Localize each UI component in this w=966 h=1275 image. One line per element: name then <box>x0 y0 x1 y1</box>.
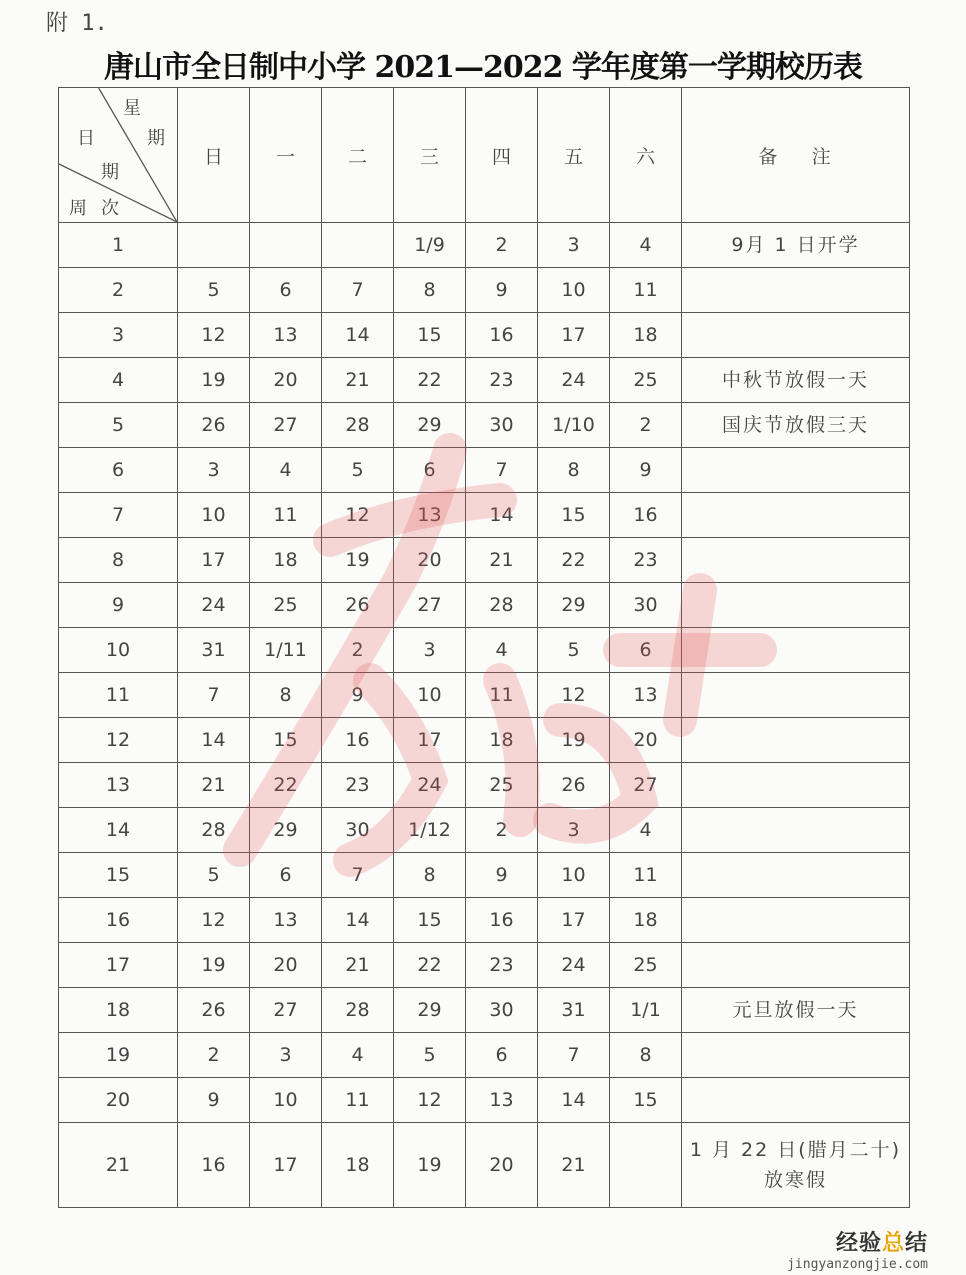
day-cell: 18 <box>322 1123 394 1208</box>
note-cell <box>682 583 910 628</box>
week-number: 4 <box>59 358 178 403</box>
table-row <box>59 718 910 763</box>
day-cell: 2 <box>322 628 394 673</box>
day-cell: 22 <box>394 943 466 988</box>
day-cell: 13 <box>250 313 322 358</box>
note-cell <box>682 268 910 313</box>
site-logo <box>787 1226 928 1272</box>
corner-label-qi-right: 期 <box>147 128 165 149</box>
table-row <box>59 628 910 673</box>
table-row <box>59 223 910 268</box>
day-cell: 18 <box>250 538 322 583</box>
day-cell: 7 <box>322 853 394 898</box>
day-cell: 10 <box>538 853 610 898</box>
day-cell: 23 <box>322 763 394 808</box>
day-cell: 24 <box>538 358 610 403</box>
day-cell: 25 <box>610 943 682 988</box>
site-logo-name: 经验总结 <box>835 1231 928 1256</box>
day-cell: 12 <box>538 673 610 718</box>
day-cell: 29 <box>394 988 466 1033</box>
day-cell: 25 <box>466 763 538 808</box>
day-cell: 11 <box>610 853 682 898</box>
day-cell: 20 <box>610 718 682 763</box>
week-number: 5 <box>59 403 178 448</box>
day-cell: 4 <box>322 1033 394 1078</box>
week-number: 17 <box>59 943 178 988</box>
day-cell: 10 <box>538 268 610 313</box>
corner-label-ri: 日 <box>77 128 95 149</box>
day-cell: 12 <box>394 1078 466 1123</box>
table-row <box>59 583 910 628</box>
day-cell: 26 <box>322 583 394 628</box>
day-cell: 14 <box>322 898 394 943</box>
week-number: 15 <box>59 853 178 898</box>
day-cell: 27 <box>250 403 322 448</box>
day-cell: 14 <box>178 718 250 763</box>
day-cell: 10 <box>394 673 466 718</box>
day-cell: 16 <box>466 313 538 358</box>
corner-label-ci: 次 <box>101 198 119 219</box>
week-number: 12 <box>59 718 178 763</box>
day-cell: 3 <box>178 448 250 493</box>
day-header-sat: 六 <box>610 88 682 223</box>
day-cell: 7 <box>322 268 394 313</box>
note-cell <box>682 628 910 673</box>
day-cell: 16 <box>322 718 394 763</box>
day-cell: 27 <box>610 763 682 808</box>
day-cell: 9 <box>178 1078 250 1123</box>
day-cell: 2 <box>178 1033 250 1078</box>
day-cell: 30 <box>322 808 394 853</box>
day-cell: 1/1 <box>610 988 682 1033</box>
day-cell: 12 <box>178 898 250 943</box>
table-row <box>59 1078 910 1123</box>
day-cell: 5 <box>538 628 610 673</box>
note-cell <box>682 313 910 358</box>
day-cell: 18 <box>610 898 682 943</box>
day-cell: 10 <box>250 1078 322 1123</box>
note-cell <box>682 898 910 943</box>
header-row <box>59 88 910 223</box>
day-cell: 14 <box>538 1078 610 1123</box>
day-cell: 14 <box>466 493 538 538</box>
note-cell <box>682 448 910 493</box>
day-cell: 9 <box>466 268 538 313</box>
day-cell: 17 <box>250 1123 322 1208</box>
day-cell: 1/11 <box>250 628 322 673</box>
day-cell: 20 <box>394 538 466 583</box>
week-number: 2 <box>59 268 178 313</box>
note-cell: 元旦放假一天 <box>682 988 910 1033</box>
note-line-1: 1 月 22 日(腊月二十) <box>689 1139 902 1161</box>
day-cell: 15 <box>538 493 610 538</box>
day-cell <box>178 223 250 268</box>
day-cell: 21 <box>538 1123 610 1208</box>
day-cell: 24 <box>538 943 610 988</box>
day-cell: 6 <box>250 268 322 313</box>
day-header-mon: 一 <box>250 88 322 223</box>
day-cell: 4 <box>610 808 682 853</box>
day-cell: 13 <box>610 673 682 718</box>
day-cell: 14 <box>322 313 394 358</box>
day-cell: 27 <box>250 988 322 1033</box>
day-cell: 21 <box>322 358 394 403</box>
day-header-sun: 日 <box>178 88 250 223</box>
day-cell: 30 <box>466 988 538 1033</box>
day-cell: 21 <box>178 763 250 808</box>
day-cell: 28 <box>466 583 538 628</box>
note-cell: 9月 1 日开学 <box>682 223 910 268</box>
day-cell: 12 <box>178 313 250 358</box>
day-cell: 24 <box>178 583 250 628</box>
day-cell: 19 <box>394 1123 466 1208</box>
note-cell <box>682 673 910 718</box>
day-cell: 26 <box>538 763 610 808</box>
day-cell: 20 <box>466 1123 538 1208</box>
day-cell: 22 <box>394 358 466 403</box>
day-cell: 23 <box>610 538 682 583</box>
day-cell: 7 <box>178 673 250 718</box>
table-row <box>59 808 910 853</box>
day-cell: 18 <box>610 313 682 358</box>
attachment-label: 附 1. <box>46 11 108 36</box>
note-cell <box>682 943 910 988</box>
day-cell: 4 <box>250 448 322 493</box>
day-cell: 3 <box>250 1033 322 1078</box>
week-number: 1 <box>59 223 178 268</box>
day-cell: 26 <box>178 988 250 1033</box>
day-cell: 2 <box>466 808 538 853</box>
document-title: 唐山市全日制中小学 2021—2022 学年度第一学期校历表 <box>104 50 862 85</box>
day-cell: 11 <box>466 673 538 718</box>
day-cell: 11 <box>322 1078 394 1123</box>
day-cell: 22 <box>538 538 610 583</box>
day-cell: 11 <box>250 493 322 538</box>
notes-header: 备 注 <box>682 88 910 223</box>
day-cell: 1/9 <box>394 223 466 268</box>
day-cell: 17 <box>394 718 466 763</box>
day-cell: 24 <box>394 763 466 808</box>
day-cell: 15 <box>250 718 322 763</box>
day-cell: 8 <box>394 268 466 313</box>
day-cell: 29 <box>394 403 466 448</box>
corner-label-zhou: 周 <box>69 198 87 219</box>
day-cell: 16 <box>178 1123 250 1208</box>
day-cell: 20 <box>250 943 322 988</box>
week-number: 16 <box>59 898 178 943</box>
school-calendar-table <box>58 87 910 1208</box>
day-cell: 16 <box>610 493 682 538</box>
note-cell <box>682 1123 910 1208</box>
day-cell: 3 <box>538 223 610 268</box>
day-cell: 26 <box>178 403 250 448</box>
table-row <box>59 763 910 808</box>
day-cell: 15 <box>394 313 466 358</box>
week-number: 10 <box>59 628 178 673</box>
table-row <box>59 403 910 448</box>
day-cell: 7 <box>538 1033 610 1078</box>
day-cell: 25 <box>250 583 322 628</box>
day-cell: 4 <box>466 628 538 673</box>
table-row <box>59 898 910 943</box>
day-cell: 13 <box>466 1078 538 1123</box>
table-row <box>59 853 910 898</box>
corner-label-qi-mid: 期 <box>101 162 119 183</box>
day-cell: 13 <box>394 493 466 538</box>
week-number: 19 <box>59 1033 178 1078</box>
week-number: 21 <box>59 1123 178 1208</box>
day-cell: 8 <box>610 1033 682 1078</box>
table-row <box>59 313 910 358</box>
day-cell: 11 <box>610 268 682 313</box>
day-cell: 7 <box>466 448 538 493</box>
note-cell <box>682 538 910 583</box>
day-cell: 30 <box>466 403 538 448</box>
note-cell: 中秋节放假一天 <box>682 358 910 403</box>
day-cell: 18 <box>466 718 538 763</box>
day-cell: 15 <box>394 898 466 943</box>
day-header-thu: 四 <box>466 88 538 223</box>
day-cell: 9 <box>322 673 394 718</box>
week-number: 11 <box>59 673 178 718</box>
day-cell: 6 <box>394 448 466 493</box>
table-row <box>59 358 910 403</box>
day-cell: 15 <box>610 1078 682 1123</box>
week-number: 3 <box>59 313 178 358</box>
table-row <box>59 448 910 493</box>
week-number: 13 <box>59 763 178 808</box>
table-row <box>59 493 910 538</box>
corner-label-star: 星 <box>123 98 141 119</box>
week-number: 7 <box>59 493 178 538</box>
table-row <box>59 988 910 1033</box>
day-cell: 28 <box>178 808 250 853</box>
day-cell: 9 <box>610 448 682 493</box>
day-cell: 1/12 <box>394 808 466 853</box>
day-cell: 17 <box>538 313 610 358</box>
day-cell: 3 <box>538 808 610 853</box>
day-cell: 8 <box>538 448 610 493</box>
site-logo-url: jingyanzongjie.com <box>787 1257 928 1272</box>
day-cell: 19 <box>538 718 610 763</box>
day-cell: 23 <box>466 358 538 403</box>
day-cell: 29 <box>250 808 322 853</box>
week-number: 8 <box>59 538 178 583</box>
table-row <box>59 1123 910 1208</box>
day-cell: 31 <box>538 988 610 1033</box>
note-cell <box>682 718 910 763</box>
week-number: 20 <box>59 1078 178 1123</box>
day-cell: 5 <box>322 448 394 493</box>
day-cell: 25 <box>610 358 682 403</box>
day-cell: 2 <box>466 223 538 268</box>
week-number: 9 <box>59 583 178 628</box>
day-cell: 3 <box>394 628 466 673</box>
table-row <box>59 943 910 988</box>
day-cell: 23 <box>466 943 538 988</box>
day-cell: 6 <box>466 1033 538 1078</box>
note-cell <box>682 493 910 538</box>
day-cell: 16 <box>466 898 538 943</box>
day-cell: 6 <box>610 628 682 673</box>
day-cell: 21 <box>322 943 394 988</box>
day-cell: 6 <box>250 853 322 898</box>
week-number: 14 <box>59 808 178 853</box>
day-cell: 31 <box>178 628 250 673</box>
day-cell: 8 <box>394 853 466 898</box>
note-cell <box>682 853 910 898</box>
day-cell: 5 <box>394 1033 466 1078</box>
day-cell <box>250 223 322 268</box>
day-cell: 5 <box>178 268 250 313</box>
note-cell <box>682 808 910 853</box>
day-cell: 19 <box>178 943 250 988</box>
day-cell: 12 <box>322 493 394 538</box>
day-cell: 22 <box>250 763 322 808</box>
note-cell: 国庆节放假三天 <box>682 403 910 448</box>
day-cell: 29 <box>538 583 610 628</box>
table-row <box>59 673 910 718</box>
table-row <box>59 538 910 583</box>
day-cell: 2 <box>610 403 682 448</box>
day-cell: 19 <box>322 538 394 583</box>
table-row <box>59 268 910 313</box>
note-cell <box>682 1078 910 1123</box>
day-cell: 13 <box>250 898 322 943</box>
day-cell <box>322 223 394 268</box>
day-cell: 17 <box>178 538 250 583</box>
week-number: 18 <box>59 988 178 1033</box>
table-row <box>59 1033 910 1078</box>
day-cell: 9 <box>466 853 538 898</box>
day-cell: 17 <box>538 898 610 943</box>
day-cell: 8 <box>250 673 322 718</box>
day-cell: 20 <box>250 358 322 403</box>
note-line-2: 放寒假 <box>763 1169 827 1191</box>
day-header-tue: 二 <box>322 88 394 223</box>
day-cell: 21 <box>466 538 538 583</box>
day-cell: 28 <box>322 403 394 448</box>
note-cell <box>682 763 910 808</box>
note-cell <box>682 1033 910 1078</box>
day-cell: 28 <box>322 988 394 1033</box>
day-cell: 27 <box>394 583 466 628</box>
day-cell: 19 <box>178 358 250 403</box>
day-cell: 1/10 <box>538 403 610 448</box>
week-number: 6 <box>59 448 178 493</box>
day-cell: 10 <box>178 493 250 538</box>
day-cell <box>610 1123 682 1208</box>
day-header-wed: 三 <box>394 88 466 223</box>
corner-header-cell <box>59 88 178 223</box>
day-cell: 30 <box>610 583 682 628</box>
day-header-fri: 五 <box>538 88 610 223</box>
day-cell: 4 <box>610 223 682 268</box>
day-cell: 5 <box>178 853 250 898</box>
